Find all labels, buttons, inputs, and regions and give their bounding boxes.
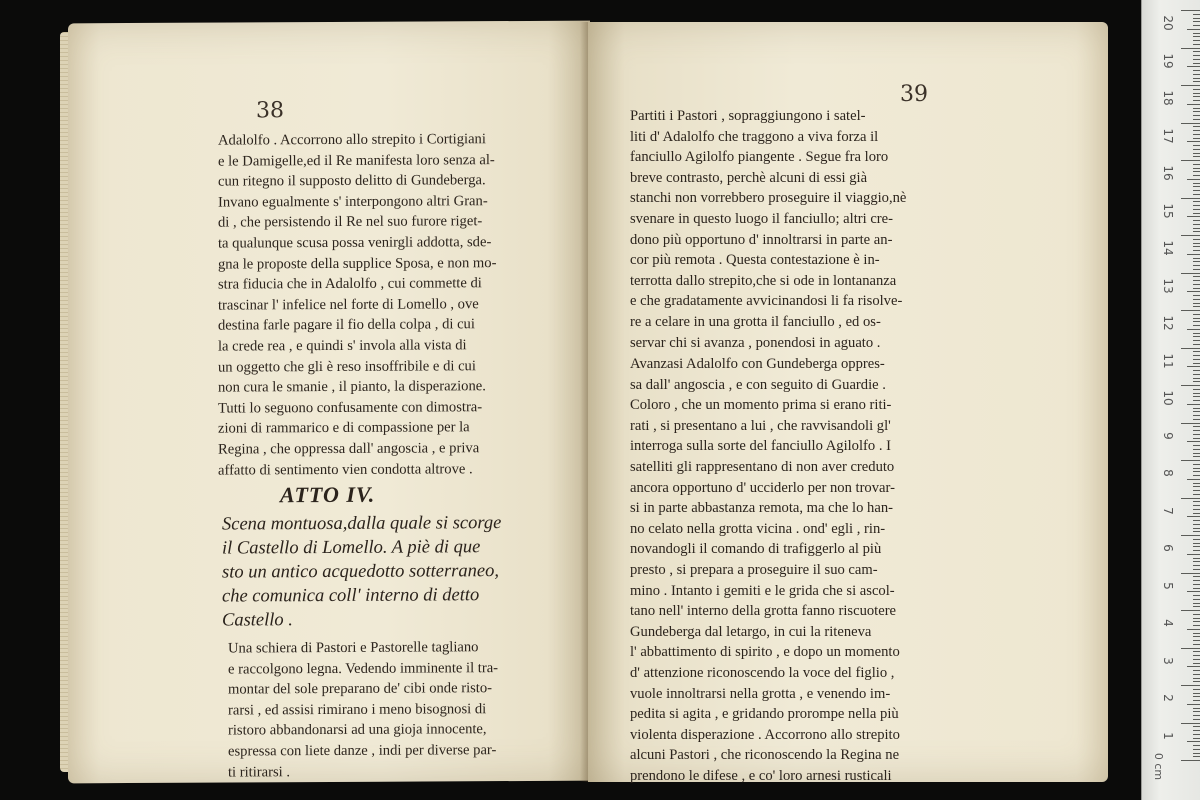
ruler-tick (1193, 453, 1200, 454)
ruler-tick (1193, 539, 1200, 540)
ruler-tick (1193, 51, 1200, 52)
ruler-tick (1193, 243, 1200, 244)
ruler-tick (1193, 696, 1200, 697)
scene-description (222, 511, 572, 633)
right-body-text (630, 106, 990, 353)
ruler-tick (1193, 738, 1200, 739)
ruler-tick (1193, 625, 1200, 626)
ruler-tick (1193, 25, 1200, 26)
ruler-tick (1187, 291, 1200, 292)
ruler-tick (1187, 329, 1200, 330)
ruler-tick (1193, 501, 1200, 502)
ruler-number: 10 (1161, 390, 1175, 406)
ruler-tick (1181, 498, 1200, 499)
left-page-number: 38 (256, 98, 284, 124)
left-body-text (218, 129, 568, 481)
ruler-tick (1187, 479, 1200, 480)
ruler-tick (1193, 614, 1200, 615)
ruler-tick (1193, 700, 1200, 701)
ruler-tick (1193, 471, 1200, 472)
ruler-tick (1193, 408, 1200, 409)
ruler-tick (1193, 168, 1200, 169)
right-para2-line: rati , si presentano a lui , che ravvisandoli gl' (630, 417, 891, 434)
ruler-tick (1193, 400, 1200, 401)
ruler-tick (1193, 434, 1200, 435)
ruler-tick (1181, 423, 1200, 424)
ruler-tick (1181, 348, 1200, 349)
ruler-tick (1193, 325, 1200, 326)
ruler-tick (1193, 546, 1200, 547)
right-para2-line: satelliti gli rappresentano di non aver creduto (630, 458, 895, 475)
right-para2-line: d' attenzione riconoscendo la voce del figlio , (630, 664, 895, 681)
ruler-number: 4 (1161, 619, 1175, 627)
right-body-line: servar chi si avanza , ponendosi in aguato . (630, 334, 881, 351)
ruler-number: 6 (1161, 544, 1175, 552)
ruler-tick (1187, 216, 1200, 217)
left-para2-line: Una schiera di Pastori e Pastorelle tagliano (228, 639, 479, 657)
ruler-tick (1193, 306, 1200, 307)
ruler-tick (1193, 520, 1200, 521)
ruler-tick (1181, 723, 1200, 724)
ruler-tick (1193, 258, 1200, 259)
ruler-tick (1187, 141, 1200, 142)
right-para2-line: tano nell' interno della grotta fanno riscuotere (630, 603, 897, 620)
ruler-tick (1193, 393, 1200, 394)
ruler-number: 7 (1161, 506, 1175, 515)
right-body-line: stanchi non vorrebbero proseguire il viaggio,nè (630, 190, 907, 207)
left-body-line: Adalolfo . Accorrono allo strepito i Cortigiani (218, 131, 486, 149)
ruler-tick (1193, 561, 1200, 562)
right-page-number: 39 (900, 82, 928, 107)
ruler-tick (1193, 250, 1200, 251)
ruler-tick (1193, 618, 1200, 619)
ruler-tick (1187, 516, 1200, 517)
ruler-tick (1193, 640, 1200, 641)
ruler-tick (1193, 36, 1200, 37)
ruler-tick (1181, 48, 1200, 49)
ruler-tick (1193, 468, 1200, 469)
ruler-tick (1193, 100, 1200, 101)
ruler-tick (1187, 104, 1200, 105)
ruler-tick (1193, 340, 1200, 341)
ruler-tick (1193, 21, 1200, 22)
ruler-number: 1 (1161, 731, 1175, 740)
ruler-tick (1193, 374, 1200, 375)
ruler-tick (1193, 55, 1200, 56)
ruler-tick (1193, 246, 1200, 247)
ruler-tick (1193, 295, 1200, 296)
ruler-tick (1193, 336, 1200, 337)
ruler-tick (1193, 396, 1200, 397)
ruler-tick (1193, 96, 1200, 97)
ruler-tick (1193, 183, 1200, 184)
ruler-number: 20 (1161, 15, 1175, 31)
ruler-tick (1193, 344, 1200, 345)
right-body-line: liti d' Adalolfo che traggono a viva forza il (630, 128, 879, 145)
right-para2-line: presto , si prepara a proseguire il suo cam- (630, 561, 878, 578)
ruler-tick (1181, 573, 1200, 574)
ruler-tick (1181, 198, 1200, 199)
ruler-tick (1193, 569, 1200, 570)
ruler-tick (1193, 153, 1200, 154)
right-para2-line: Avanzasi Adalolfo con Gundeberga oppres- (630, 356, 885, 372)
ruler-unit-label: 0 cm (1152, 752, 1166, 781)
ruler-tick (1181, 610, 1200, 611)
ruler-tick (1187, 366, 1200, 367)
ruler-tick (1193, 633, 1200, 634)
ruler-tick (1187, 704, 1200, 705)
ruler-tick (1193, 464, 1200, 465)
ruler-tick (1193, 74, 1200, 75)
ruler-tick (1193, 239, 1200, 240)
ruler-tick (1193, 678, 1200, 679)
left-body-line: affatto di sentimento vien condotta altrove . (218, 460, 473, 479)
ruler-tick (1193, 449, 1200, 450)
ruler-tick (1193, 134, 1200, 135)
ruler-tick (1181, 760, 1200, 761)
ruler-tick (1193, 419, 1200, 420)
right-para2-line: sa dall' angoscia , e con seguito di Guardie . (630, 376, 886, 393)
ruler-tick (1187, 66, 1200, 67)
right-body-line: e che gradatamente avvicinandosi li fa risolve- (630, 293, 903, 310)
right-para2-line: vuole innoltrarsi nella grotta , e venendo im- (630, 685, 891, 702)
left-body-line: e le Damigelle,ed il Re manifesta loro senza al- (218, 151, 495, 170)
act-heading: ATTO IV. (280, 481, 376, 508)
left-body-line: stra fiducia che in Adalolfo , cui commette di (218, 275, 482, 293)
ruler-tick (1193, 636, 1200, 637)
left-body-line: Tutti lo seguono confusamente con dimostra- (218, 398, 483, 417)
ruler-tick (1193, 749, 1200, 750)
ruler-tick (1193, 213, 1200, 214)
ruler-tick (1193, 126, 1200, 127)
ruler-tick (1193, 164, 1200, 165)
ruler-number: 3 (1161, 656, 1175, 665)
right-para2-line: Coloro , che un momento prima si erano riti- (630, 397, 892, 414)
ruler-tick (1193, 205, 1200, 206)
right-body-line: breve contrasto, perchè alcuni di essi già (630, 169, 868, 186)
ruler-tick (1193, 659, 1200, 660)
left-para2-line: e raccolgono legna. Vedendo imminente il tra- (228, 659, 499, 678)
ruler-number: 16 (1161, 165, 1175, 181)
left-para2-line: ti ritirarsi . (228, 763, 291, 781)
ruler-tick (1181, 235, 1200, 236)
ruler-number: 12 (1161, 315, 1175, 331)
ruler-tick (1181, 310, 1200, 311)
ruler-tick (1193, 119, 1200, 120)
ruler-tick (1193, 681, 1200, 682)
ruler-tick (1193, 490, 1200, 491)
ruler-tick (1193, 209, 1200, 210)
ruler-tick (1187, 591, 1200, 592)
ruler-tick (1193, 318, 1200, 319)
ruler-number: 17 (1161, 127, 1175, 144)
ruler-tick (1193, 483, 1200, 484)
ruler-tick (1193, 565, 1200, 566)
right-para2-line: ancora opportuno d' ucciderlo per non trovar- (630, 479, 895, 496)
ruler-tick (1193, 220, 1200, 221)
ruler-tick (1181, 460, 1200, 461)
ruler-tick (1193, 599, 1200, 600)
scene-desc-line: Scena montuosa,dalla quale si scorge (222, 513, 502, 535)
ruler-tick (1193, 138, 1200, 139)
ruler-tick (1193, 689, 1200, 690)
right-body-line: terrotta dallo strepito,che si ode in lontananza (630, 272, 897, 289)
ruler-tick (1181, 648, 1200, 649)
ruler-tick (1193, 115, 1200, 116)
ruler-tick (1193, 333, 1200, 334)
ruler-tick (1193, 693, 1200, 694)
ruler-tick (1193, 475, 1200, 476)
ruler-tick (1181, 685, 1200, 686)
left-body-line: gna le proposte della supplice Sposa, e non mo- (218, 254, 497, 273)
ruler-tick (1193, 670, 1200, 671)
ruler-tick (1193, 494, 1200, 495)
left-body-line: Invano egualmente s' interpongono altri Gran- (218, 192, 488, 211)
ruler-tick (1193, 524, 1200, 525)
ruler-tick (1193, 194, 1200, 195)
ruler-tick (1193, 576, 1200, 577)
ruler-number: 2 (1161, 694, 1175, 702)
ruler-tick (1193, 715, 1200, 716)
left-body-line: la crede rea , e quindi s' invola alla vista di (218, 337, 467, 355)
ruler-tick (1193, 111, 1200, 112)
ruler-tick (1193, 411, 1200, 412)
ruler-tick (1193, 186, 1200, 187)
ruler-tick (1193, 719, 1200, 720)
ruler-tick (1187, 254, 1200, 255)
ruler-tick (1193, 201, 1200, 202)
ruler-tick (1193, 299, 1200, 300)
left-body-line: ta qualunque scusa possa venirgli addotta, sde- (218, 234, 492, 252)
scene-desc-line: sto un antico acquedotto sotterraneo, (222, 561, 499, 583)
ruler-tick (1193, 149, 1200, 150)
ruler-tick (1193, 321, 1200, 322)
ruler-tick (1187, 666, 1200, 667)
ruler-tick (1193, 580, 1200, 581)
measurement-ruler (1141, 0, 1200, 800)
ruler-tick (1193, 40, 1200, 41)
ruler-tick (1193, 190, 1200, 191)
ruler-tick (1193, 389, 1200, 390)
ruler-tick (1193, 558, 1200, 559)
right-para2-line: si in parte abbastanza remota, ma che lo han- (630, 500, 893, 517)
ruler-tick (1193, 63, 1200, 64)
left-paragraph-2 (228, 637, 568, 783)
ruler-tick (1193, 280, 1200, 281)
ruler-tick (1193, 456, 1200, 457)
left-body-line: non cura le smanie , il pianto, la disperazione. (218, 378, 486, 396)
right-para2-line: Gundeberga dal letargo, in cui la riteneva (630, 623, 872, 640)
ruler-tick (1193, 351, 1200, 352)
ruler-tick (1193, 674, 1200, 675)
right-body-line: fanciullo Agilolfo piangente . Segue fra loro (630, 149, 889, 166)
ruler-tick (1193, 543, 1200, 544)
ruler-tick (1193, 261, 1200, 262)
ruler-tick (1193, 486, 1200, 487)
ruler-tick (1193, 438, 1200, 439)
ruler-tick (1181, 273, 1200, 274)
ruler-tick (1193, 370, 1200, 371)
ruler-tick (1181, 385, 1200, 386)
ruler-tick (1193, 108, 1200, 109)
ruler-tick (1193, 584, 1200, 585)
ruler-tick (1193, 93, 1200, 94)
scene-desc-line: Castello . (222, 610, 293, 631)
ruler-tick (1181, 160, 1200, 161)
ruler-tick (1193, 89, 1200, 90)
ruler-tick (1187, 179, 1200, 180)
right-para2-line: alcuni Pastori , che riconoscendo la Regina ne (630, 747, 900, 764)
ruler-tick (1193, 224, 1200, 225)
ruler-tick (1181, 123, 1200, 124)
ruler-tick (1193, 14, 1200, 15)
ruler-tick (1181, 10, 1200, 11)
ruler-tick (1193, 445, 1200, 446)
ruler-tick (1193, 70, 1200, 71)
ruler-number: 11 (1161, 352, 1175, 369)
ruler-tick (1193, 284, 1200, 285)
left-body-line: un oggetto che gli è reso insoffribile e di cui (218, 357, 476, 376)
ruler-tick (1193, 276, 1200, 277)
right-para2-line: l' abbattimento di spirito , e dopo un momento (630, 644, 900, 661)
ruler-tick (1193, 430, 1200, 431)
ruler-number: 19 (1161, 52, 1175, 69)
ruler-tick (1193, 655, 1200, 656)
right-paragraph-2 (630, 354, 990, 786)
left-body-line: cun ritegno il supposto delitto di Gundeberga. (218, 172, 486, 190)
ruler-tick (1187, 404, 1200, 405)
ruler-tick (1193, 708, 1200, 709)
ruler-tick (1193, 378, 1200, 379)
ruler-tick (1193, 314, 1200, 315)
left-body-line: trascinar l' infelice nel forte di Lomello , ove (218, 295, 479, 314)
right-para2-line: violenta disperazione . Accorrono allo strepito (630, 726, 900, 743)
right-para2-line: prendono le difese , e co' loro arnesi rusticali (630, 767, 892, 784)
ruler-tick (1181, 85, 1200, 86)
ruler-tick (1193, 265, 1200, 266)
ruler-tick (1193, 303, 1200, 304)
ruler-tick (1181, 535, 1200, 536)
ruler-tick (1187, 554, 1200, 555)
ruler-tick (1193, 756, 1200, 757)
right-para2-line: no celato nella grotta vicina . ond' egli , rin- (630, 520, 886, 537)
left-para2-line: rarsi , ed assisi rimirano i meno bisognosi di (228, 700, 487, 719)
ruler-tick (1193, 359, 1200, 360)
ruler-tick (1193, 711, 1200, 712)
ruler-tick (1193, 175, 1200, 176)
ruler-tick (1193, 426, 1200, 427)
ruler-tick (1193, 156, 1200, 157)
ruler-tick (1193, 753, 1200, 754)
right-body-line: cor più remota . Questa contestazione è in- (630, 252, 880, 269)
right-body-line: svenare in questo luogo il fanciullo; altri cre- (630, 210, 894, 227)
ruler-tick (1193, 415, 1200, 416)
ruler-tick (1187, 441, 1200, 442)
ruler-tick (1193, 644, 1200, 645)
scene-desc-line: il Castello di Lomello. A piè di que (222, 537, 481, 559)
ruler-tick (1193, 528, 1200, 529)
ruler-tick (1193, 603, 1200, 604)
ruler-number: 14 (1161, 240, 1175, 256)
open-book (68, 22, 1108, 782)
ruler-tick (1193, 33, 1200, 34)
ruler-tick (1193, 44, 1200, 45)
ruler-tick (1193, 513, 1200, 514)
ruler-tick (1193, 363, 1200, 364)
ruler-tick (1193, 606, 1200, 607)
scene-desc-line: che comunica coll' interno di detto (222, 585, 480, 607)
left-para2-line: ristoro abbandonarsi ad una gioja innocente, (228, 721, 487, 739)
ruler-tick (1193, 78, 1200, 79)
left-para2-line: espressa con liete danze , indi per diverse par- (228, 742, 497, 760)
ruler-tick (1193, 269, 1200, 270)
ruler-tick (1193, 130, 1200, 131)
right-para2-line: pedita si agita , e gridando prorompe nella più (630, 706, 899, 723)
ruler-tick (1193, 145, 1200, 146)
left-para2-line: montar del sole preparano de' cibi onde risto- (228, 680, 493, 698)
ruler-tick (1193, 231, 1200, 232)
ruler-tick (1193, 550, 1200, 551)
ruler-number: 9 (1161, 431, 1175, 440)
ruler-tick (1193, 355, 1200, 356)
ruler-tick (1193, 621, 1200, 622)
ruler-tick (1193, 588, 1200, 589)
ruler-number: 5 (1161, 581, 1175, 590)
left-body-line: Regina , che oppressa dall' angoscia , e priva (218, 440, 480, 458)
ruler-tick (1193, 730, 1200, 731)
right-body-line: re a celare in una grotta il fanciullo , ed os- (630, 313, 881, 330)
ruler-tick (1193, 59, 1200, 60)
ruler-tick (1193, 509, 1200, 510)
left-page (68, 21, 590, 784)
right-body-line: dono più opportuno d' innoltrarsi in parte an- (630, 231, 893, 248)
left-body-line: di , che persistendo il Re nel suo furore riget- (218, 213, 483, 231)
ruler-tick (1193, 288, 1200, 289)
ruler-tick (1193, 745, 1200, 746)
ruler-number: 13 (1161, 277, 1175, 294)
ruler-number: 8 (1161, 469, 1175, 477)
right-para2-line: mino . Intanto i gemiti e le grida che si ascol- (630, 582, 895, 599)
ruler-tick (1193, 531, 1200, 532)
ruler-tick (1193, 663, 1200, 664)
ruler-tick (1193, 595, 1200, 596)
ruler-number: 18 (1161, 90, 1175, 106)
right-para2-line: interroga sulla sorte del fanciullo Agilolfo . I (630, 438, 891, 455)
ruler-tick (1193, 171, 1200, 172)
ruler-tick (1187, 741, 1200, 742)
ruler-number: 15 (1161, 202, 1175, 219)
ruler-tick (1193, 228, 1200, 229)
ruler-tick (1193, 81, 1200, 82)
ruler-tick (1187, 29, 1200, 30)
ruler-tick (1193, 726, 1200, 727)
ruler-tick (1193, 381, 1200, 382)
ruler-tick (1193, 651, 1200, 652)
left-body-line: destina farle pagare il fio della colpa , di cui (218, 316, 475, 334)
right-para2-line: novandogli il comando di trafiggerlo al più (630, 541, 882, 558)
ruler-tick (1193, 18, 1200, 19)
ruler-tick (1193, 734, 1200, 735)
ruler-tick (1187, 629, 1200, 630)
right-body-line: Partiti i Pastori , sopraggiungono i satel- (630, 108, 866, 124)
left-body-line: zioni di rammarico e di compassione per la (218, 419, 470, 437)
right-page (588, 22, 1108, 782)
ruler-tick (1193, 505, 1200, 506)
